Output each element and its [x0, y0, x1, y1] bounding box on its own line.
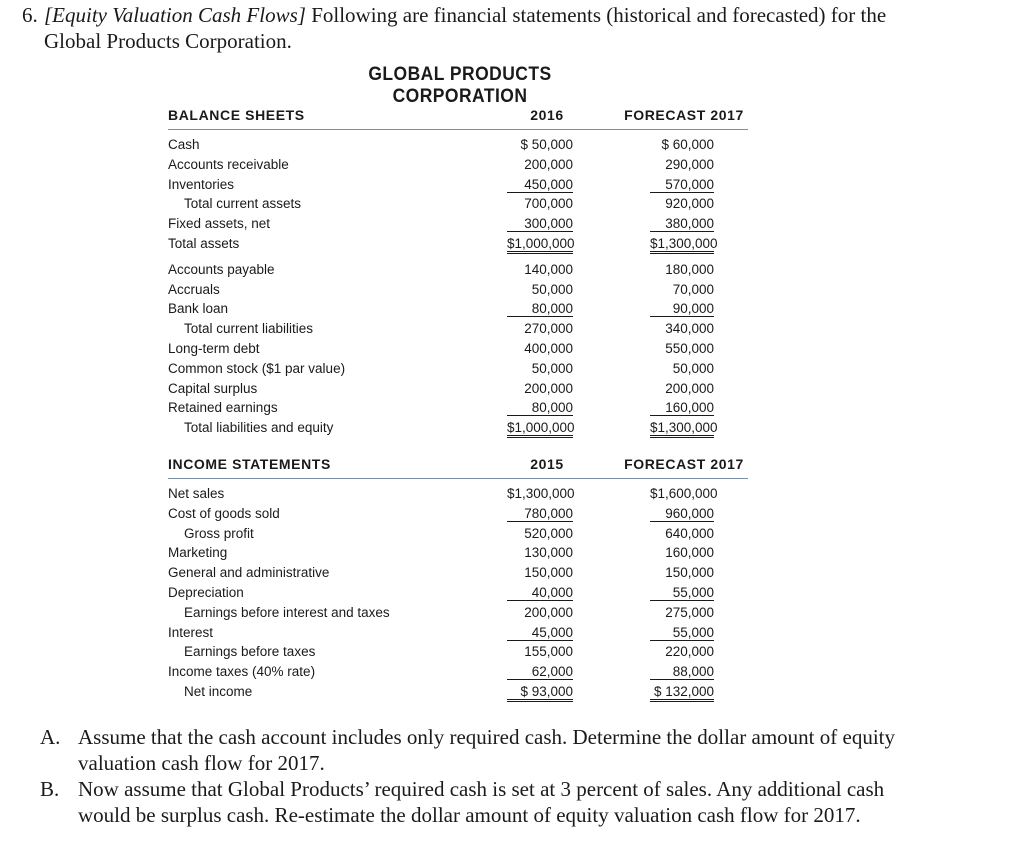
- table-row: [168, 505, 748, 525]
- problem-title: [Equity Valuation Cash Flows]: [44, 3, 306, 27]
- row-value-2017: 920,000: [665, 196, 714, 212]
- row-label: Income taxes (40% rate): [168, 664, 316, 680]
- row-label: Cash: [168, 137, 200, 152]
- income-statement-rule: [168, 478, 748, 479]
- table-row: [168, 643, 748, 663]
- table-row: [168, 195, 748, 215]
- row-label: Capital surplus: [168, 380, 258, 396]
- table-row: [168, 360, 748, 380]
- row-value-2016: 400,000: [524, 340, 573, 356]
- row-value-2017: 550,000: [665, 340, 714, 356]
- row-label: Inventories: [168, 176, 235, 192]
- income-statement-col1: 2015: [530, 456, 564, 472]
- question-b: [40, 776, 940, 828]
- row-label: Gross profit: [184, 525, 254, 541]
- question-text-line: Assume that the cash account includes only required cash. Determine the dollar amount of equity: [78, 725, 896, 749]
- row-label: Common stock ($1 par value): [168, 360, 346, 376]
- row-value-2017: 55,000: [650, 585, 714, 601]
- row-label: Earnings before taxes: [184, 644, 316, 660]
- row-value-2016: 270,000: [524, 321, 573, 337]
- row-value-2015: $ 93,000: [507, 684, 573, 702]
- table-row: [168, 340, 748, 360]
- row-value-2017: 640,000: [665, 525, 714, 541]
- problem-line-1: [22, 2, 982, 28]
- question-letter: A.: [40, 725, 61, 749]
- table-row: [168, 380, 748, 400]
- row-value-2017: 160,000: [650, 400, 714, 416]
- row-label: Total liabilities and equity: [184, 420, 334, 436]
- row-label: Earnings before interest and taxes: [184, 604, 390, 620]
- balance-sheet-title: BALANCE SHEETS: [168, 107, 305, 123]
- table-row: [168, 624, 748, 644]
- row-value-2017: $1,300,000: [650, 236, 714, 254]
- question-text-line: would be surplus cash. Re-estimate the dollar amount of equity valuation cash flow for 2017.: [78, 803, 861, 827]
- row-value-2015: 520,000: [524, 525, 573, 541]
- question-letter: B.: [40, 777, 60, 801]
- table-row: [168, 564, 748, 584]
- row-label: Bank loan: [168, 301, 229, 317]
- table-row: [168, 683, 748, 703]
- row-value-2016: 140,000: [524, 261, 573, 277]
- row-label: Net income: [184, 683, 253, 699]
- row-value-2015: 780,000: [507, 506, 573, 522]
- row-value-2017: 55,000: [650, 625, 714, 641]
- row-label: Accruals: [168, 281, 220, 297]
- row-value-2017: 88,000: [650, 664, 714, 680]
- row-value-2016: 200,000: [524, 380, 573, 396]
- row-value-2015: 155,000: [524, 644, 573, 660]
- row-value-2016: 80,000: [507, 301, 573, 317]
- table-row: [168, 663, 748, 683]
- row-value-2015: 40,000: [507, 585, 573, 601]
- table-row: [168, 300, 748, 320]
- row-label: Retained earnings: [168, 400, 278, 416]
- row-value-2017: 200,000: [665, 380, 714, 396]
- row-value-2015: 150,000: [524, 565, 573, 581]
- income-statement-col2: FORECAST 2017: [624, 456, 744, 472]
- problem-text-2: Global Products Corporation.: [44, 29, 292, 53]
- row-label: Accounts receivable: [168, 156, 289, 172]
- row-value-2015: $1,300,000: [507, 486, 575, 501]
- row-value-2016: $ 50,000: [520, 137, 573, 152]
- row-label: Long-term debt: [168, 340, 260, 356]
- row-value-2017: $ 60,000: [661, 137, 714, 152]
- row-label: Depreciation: [168, 584, 244, 600]
- row-label: Net sales: [168, 486, 225, 501]
- row-label: Cost of goods sold: [168, 505, 280, 521]
- row-value-2016: 300,000: [507, 216, 573, 232]
- table-row: [168, 215, 748, 235]
- row-value-2017: 275,000: [665, 604, 714, 620]
- row-value-2017: 180,000: [665, 261, 714, 277]
- row-value-2015: 130,000: [524, 545, 573, 561]
- row-value-2016: 50,000: [531, 281, 573, 297]
- row-label: Interest: [168, 624, 214, 640]
- table-row: [168, 419, 748, 439]
- row-value-2017: $ 132,000: [650, 684, 714, 702]
- company-title: GLOBAL PRODUCTS CORPORATION: [368, 64, 552, 107]
- income-statement-title: INCOME STATEMENTS: [168, 456, 331, 472]
- table-row: [168, 320, 748, 340]
- row-value-2016: $1,000,000: [507, 420, 573, 438]
- problem-text-1: Following are financial statements (historical and forecasted) for the: [311, 3, 887, 27]
- row-value-2017: 160,000: [665, 545, 714, 561]
- table-row: [168, 281, 748, 301]
- row-value-2016: 200,000: [524, 156, 573, 172]
- table-row: [168, 399, 748, 419]
- table-row: [168, 261, 748, 281]
- row-label: Total current assets: [184, 196, 302, 212]
- row-value-2016: $1,000,000: [507, 236, 573, 254]
- balance-sheet-col2: FORECAST 2017: [624, 107, 744, 123]
- row-label: Marketing: [168, 545, 228, 561]
- table-row: [168, 544, 748, 564]
- question-text-line: valuation cash flow for 2017.: [78, 751, 325, 775]
- row-value-2017: 50,000: [672, 360, 714, 376]
- questions: [40, 724, 940, 828]
- row-value-2017: 70,000: [672, 281, 714, 297]
- row-value-2017: $1,600,000: [650, 486, 718, 501]
- row-value-2015: 45,000: [507, 625, 573, 641]
- row-label: General and administrative: [168, 565, 330, 581]
- question-text-line: Now assume that Global Products’ required cash is set at 3 percent of sales. Any additional cash: [78, 777, 885, 801]
- balance-sheet-header: [168, 107, 748, 129]
- row-value-2016: 80,000: [507, 400, 573, 416]
- table-row: [168, 584, 748, 604]
- row-label: Total assets: [168, 235, 240, 251]
- table-row: [168, 176, 748, 196]
- income-statement-rows: [168, 485, 748, 703]
- row-value-2017: 290,000: [665, 156, 714, 172]
- row-value-2016: 450,000: [507, 177, 573, 193]
- row-value-2017: 220,000: [665, 644, 714, 660]
- problem-intro: [22, 2, 982, 54]
- row-value-2015: 62,000: [507, 664, 573, 680]
- row-value-2016: 700,000: [524, 196, 573, 212]
- income-statement-header: [168, 456, 748, 478]
- table-row: [168, 136, 748, 156]
- row-value-2017: 340,000: [665, 321, 714, 337]
- row-value-2015: 200,000: [524, 604, 573, 620]
- balance-sheet-col1: 2016: [530, 107, 564, 123]
- row-value-2016: 50,000: [531, 360, 573, 376]
- row-label: Fixed assets, net: [168, 216, 271, 232]
- table-row: [168, 485, 748, 505]
- row-value-2017: 150,000: [665, 565, 714, 581]
- row-value-2017: 570,000: [650, 177, 714, 193]
- row-value-2017: 380,000: [650, 216, 714, 232]
- table-row: [168, 604, 748, 624]
- table-row: [168, 156, 748, 176]
- row-value-2017: 90,000: [650, 301, 714, 317]
- balance-sheet-rows: [168, 136, 748, 439]
- balance-sheet-rule: [168, 129, 748, 130]
- table-row: [168, 235, 748, 255]
- problem-number: 6.: [22, 3, 38, 27]
- row-label: Accounts payable: [168, 261, 275, 277]
- row-label: Total current liabilities: [184, 321, 314, 337]
- question-a: [40, 724, 940, 776]
- table-row: [168, 525, 748, 545]
- row-value-2017: $1,300,000: [650, 420, 714, 438]
- row-value-2017: 960,000: [650, 506, 714, 522]
